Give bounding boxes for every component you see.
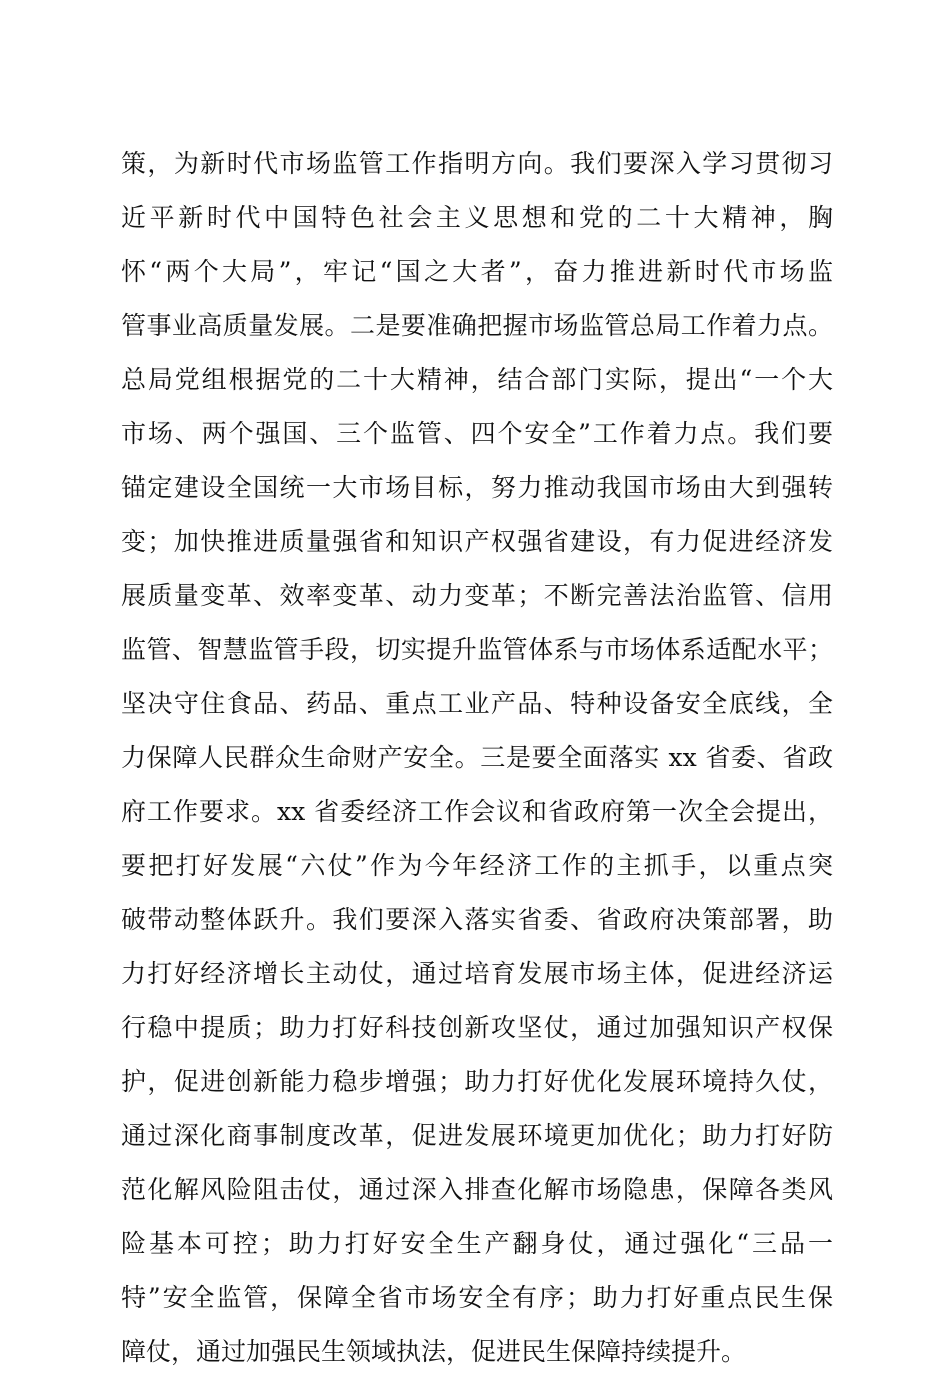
text-line: 力保障人民群众生命财产安全。三是要全面落实 xx 省委、省政 (121, 743, 833, 772)
text-line: 障仗，通过加强民生领域执法，促进民生保障持续提升。 (121, 1337, 747, 1366)
text-line: 坚决守住食品、药品、重点工业产品、特种设备安全底线，全 (121, 689, 833, 718)
text-line: 展质量变革、效率变革、动力变革；不断完善法治监管、信用 (121, 581, 833, 610)
body-paragraph (121, 137, 833, 1379)
text-line: 市场、两个强国、三个监管、四个安全”工作着力点。我们要 (121, 419, 833, 448)
text-line: 特”安全监管，保障全省市场安全有序；助力打好重点民生保 (121, 1283, 833, 1312)
text-line: 行稳中提质；助力打好科技创新攻坚仗，通过加强知识产权保 (121, 1013, 833, 1042)
text-line: 破带动整体跃升。我们要深入落实省委、省政府决策部署，助 (121, 905, 833, 934)
text-line: 府工作要求。xx 省委经济工作会议和省政府第一次全会提出， (121, 797, 833, 826)
text-line: 监管、智慧监管手段，切实提升监管体系与市场体系适配水平； (121, 635, 833, 664)
text-line: 变；加快推进质量强省和知识产权强省建设，有力促进经济发 (121, 527, 833, 556)
text-line: 范化解风险阻击仗，通过深入排查化解市场隐患，保障各类风 (121, 1175, 833, 1204)
text-line: 护，促进创新能力稳步增强；助力打好优化发展环境持久仗， (121, 1067, 833, 1096)
text-line: 近平新时代中国特色社会主义思想和党的二十大精神，胸 (121, 203, 833, 232)
text-line: 力打好经济增长主动仗，通过培育发展市场主体，促进经济运 (121, 959, 833, 988)
text-line: 锚定建设全国统一大市场目标，努力推动我国市场由大到强转 (121, 473, 833, 502)
text-line: 怀“两个大局”，牢记“国之大者”，奋力推进新时代市场监 (121, 257, 833, 286)
text-line: 要把打好发展“六仗”作为今年经济工作的主抓手，以重点突 (121, 851, 833, 880)
text-line: 通过深化商事制度改革，促进发展环境更加优化；助力打好防 (121, 1121, 833, 1150)
text-line: 管事业高质量发展。二是要准确把握市场监管总局工作着力点。 (121, 311, 833, 340)
text-line: 策，为新时代市场监管工作指明方向。我们要深入学习贯彻习 (121, 149, 833, 178)
text-line: 总局党组根据党的二十大精神，结合部门实际，提出“一个大 (121, 365, 833, 394)
text-line: 险基本可控；助力打好安全生产翻身仗，通过强化“三品一 (121, 1229, 833, 1258)
